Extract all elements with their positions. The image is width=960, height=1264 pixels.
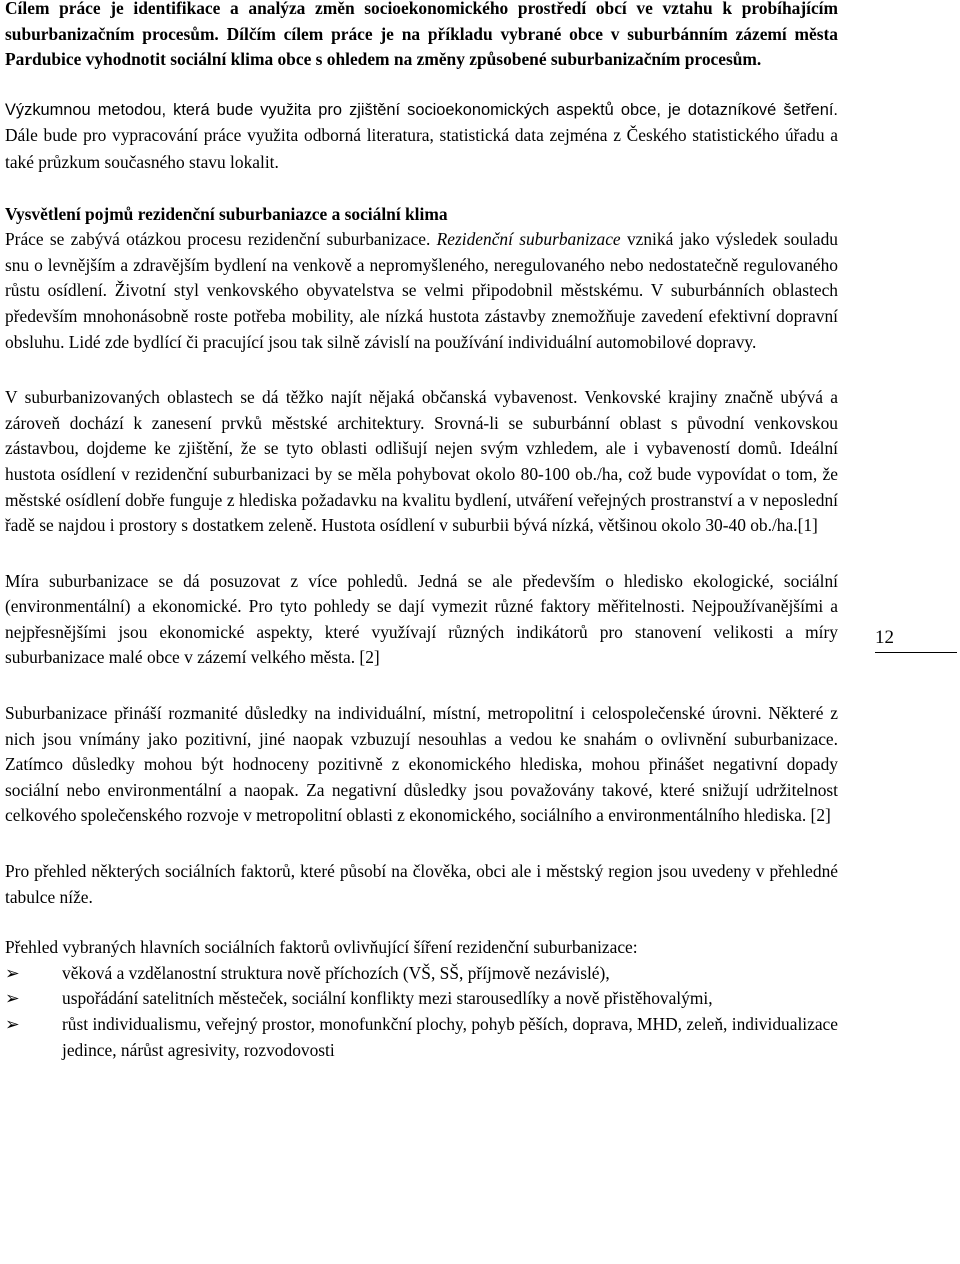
goal-lead: Cílem práce je identifikace a analýza změn socioekonomického prostředí obcí ve vztahu k probíhajícím suburbanizačním procesům. [5, 0, 838, 44]
list-item-text: růst individualismu, veřejný prostor, monofunkční plochy, pohyb pěších, doprava, MHD, zeleň, individualizace jedince, nárůst agresivity, rozvodovosti [62, 1014, 838, 1060]
page-number: 12 [875, 624, 957, 653]
amenities-paragraph: V suburbanizovaných oblastech se dá těžko najít nějaká občanská vybavenost. Venkovské krajiny značně ubývá a zároveň dochází k zanesení prvků městské architektury. Srovná-li se suburbánní oblast s původní venkovskou zástavbou, dojdeme ke zjištění, že se tyto oblasti odlišují nejen svým vzhledem, ale i vybaveností domů. Ideální hustota osídlení v rezidenční suburbanizaci by se měla pohybovat okolo 80-100 ob./ha, což bude vypovídat o tom, že městské osídlení dobře funguje z hlediska požadavku na kvalitu bydlení, utváření veřejných prostranství a v neposlední řadě se najdou i prostory s dostatkem zeleně. Hustota osídlení v suburbii bývá nízká, většinou okolo 30-40 ob./ha.[1] [5, 387, 838, 536]
definition-paragraph [5, 227, 838, 355]
list-item-text: věková a vzdělanostní struktura nově příchozích (VŠ, SŠ, příjmově nezávislé), [62, 962, 610, 983]
sources-sentence: Dále bude pro vypracování práce využita odborná literatura, statistická data zejména z Českého statistického úřadu a také průzkum současného stavu lokalit. [5, 125, 838, 172]
arrow-bullet-icon: ➢ [5, 988, 20, 1009]
consequences-paragraph: Suburbanizace přináší rozmanité důsledky na individuální, místní, metropolitní i celospolečenské úrovni. Některé z nich jsou vnímány jako pozitivní, jiné naopak vzbuzují nesouhlas a vedou ke snahám o ovlivnění suburbanizace. Zatímco důsledky mohou být hodnoceny pozitivně z ekonomického hlediska, mohou přinášet negativní dopady sociální nebo environmentální a naopak. Za negativní důsledky jsou považovány takové, které snižují udržitelnost celkového společenského rozvoje v metropolitní oblasti z ekonomického, sociálního a environmentálního hlediska. [2] [5, 703, 838, 826]
factor-list [5, 961, 838, 1063]
definition-body: vzniká jako výsledek souladu snu o levnějším a zdravějším bydlení na venkově a nepromyšleného, neregulovaného nebo nedostatečně regulovaného růstu osídlení. Životní styl venkovského obyvatelstva se velmi připodobnil městskému. V suburbánních oblastech především mnohonásobně roste potřeba mobility, ale nízká hustota zástavby znemožňuje zavedení efektivní dopravní obsluhu. Lidé zde bydlící či pracující jsou tak silně závislí na používání individuální automobilové dopravy. [5, 229, 838, 352]
goal-paragraph [5, 0, 838, 73]
section-heading: Vysvětlení pojmů rezidenční suburbaniazce a sociální klima [5, 203, 448, 224]
method-sentence: Výzkumnou metodou, která bude využita pro zjištění socioekonomických aspektů obce, je dotazníkové šetření. [5, 100, 838, 119]
overview-paragraph: Pro přehled některých sociálních faktorů, které působí na člověka, obci ale i městský region jsou uvedeny v přehledné tabulce níže. [5, 861, 838, 907]
list-intro: Přehled vybraných hlavních sociálních faktorů ovlivňující šíření rezidenční suburbanizace: [5, 937, 638, 958]
list-item [5, 1012, 838, 1063]
list-item-text: uspořádání satelitních městeček, sociální konflikty mezi starousedlíky a nově přistěhovalými, [62, 988, 713, 1009]
arrow-bullet-icon: ➢ [5, 962, 20, 983]
arrow-bullet-icon: ➢ [5, 1014, 20, 1034]
definition-lead: Práce se zabývá otázkou procesu rezidenční suburbanizace. [5, 229, 431, 250]
subgoal: Dílčím cílem práce je na příkladu vybrané obce v suburbánním zázemí města Pardubice vyhodnotit sociální klima obce s ohledem na změny způsobené suburbanizačním procesům. [5, 23, 838, 70]
document-page [5, 0, 838, 1063]
method-paragraph [5, 98, 838, 177]
definition-term: Rezidenční suburbanizace [436, 229, 621, 250]
measurement-paragraph: Míra suburbanizace se dá posuzovat z více pohledů. Jedná se ale především o hledisko ekologické, sociální (environmentální) a ekonomické. Pro tyto pohledy se dají vymezit různé faktory měřitelnosti. Nejpoužívanějšími a nejpřesnějšími jsou ekonomické aspekty, které využívají různých indikátorů pro stanovení velikosti a míry suburbanizace malé obce v zázemí velkého města. [2] [5, 570, 838, 668]
list-item [5, 961, 838, 987]
list-item [5, 986, 838, 1012]
